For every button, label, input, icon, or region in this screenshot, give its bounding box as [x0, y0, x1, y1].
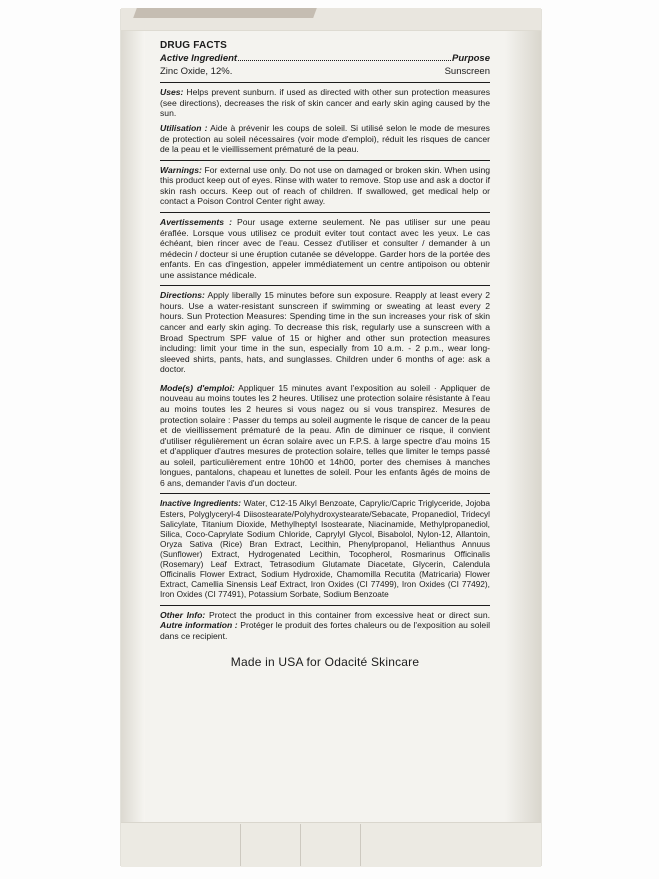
uses-section — [160, 87, 490, 154]
leader-dots — [238, 53, 451, 61]
directions-heading: Directions: — [160, 290, 205, 301]
inactive-ingredients-body: Water, C12-15 Alkyl Benzoate, Caprylic/Capric Triglyceride, Jojoba Esters, Polyglyceryl-4 Diisostearate/Polyhydroxystearate/Sebacate, Propanediol, Tridecyl Salicylate, Titanium Dioxide, Methylheptyl Isostearate, Niacinamide, Methylpropanediol, Silica, Coco-Caprylate Sodium Chloride, Caprylyl Glycol, Bisabolol, Nylon-12, Allantoin, Oryza Sativa (Rice) Bran Extract, Lecithin, Phenylpropanol, Helianthus Annuus (Sunflower) Extract, Hydrogenated Lecithin, Tocopherol, Rosmarinus Officinalis (Rosemary) Leaf Extract, Tetrasodium Glutamate Diacetate, Glycerin, Calendula Officinalis Flower Extract, Sodium Hydroxide, Chamomilla Recutita (Matricaria) Flower Extract, Camellia Sinensis Leaf Extract, Iron Oxides (CI 77499), Iron Oxides (CI 77492), Iron Oxides (CI 77491), Potassium Sorbate, Sodium Benzoate — [160, 498, 491, 600]
purpose-value: Sunscreen — [444, 65, 490, 77]
active-ingredient-header-row — [160, 53, 490, 65]
uses-text-en — [160, 87, 490, 119]
active-ingredient-value-row — [160, 66, 490, 78]
divider — [160, 285, 490, 286]
uses-heading-fr: Utilisation : — [160, 123, 208, 134]
avertissements-section — [160, 217, 490, 280]
mode-emploi-heading: Mode(s) d'emploi: — [160, 382, 235, 393]
uses-heading: Uses: — [160, 87, 184, 98]
purpose-label: Purpose — [451, 53, 490, 65]
active-ingredient-label: Active Ingredient — [160, 53, 238, 65]
divider — [160, 160, 490, 161]
uses-body-fr: Aide à prévenir les coups de soleil. Si utilisé selon le mode de mesures de protection au soleil nécessaires (voir mode d'emploi), réduit les risques de cancer de la peau et le vieillissement prématuré de la peau. — [160, 123, 490, 155]
divider — [160, 493, 490, 494]
divider — [160, 82, 490, 83]
uses-body-en: Helps prevent sunburn. if used as directed with other sun protection measures (see directions), decreases the risk of skin cancer and early skin aging caused by the sun. — [160, 87, 491, 119]
directions-section — [160, 290, 490, 488]
warnings-section — [160, 165, 490, 207]
active-ingredient-value: Zinc Oxide, 12%. — [160, 65, 233, 77]
other-info-body-fr: Protéger le produit des fortes chaleurs ou de l'exposition au soleil dans ce recipient. — [160, 620, 491, 641]
other-info-section — [160, 610, 490, 642]
other-info-heading-fr: Autre information : — [160, 620, 238, 631]
uses-text-fr — [160, 123, 490, 155]
directions-body: Apply liberally 15 minutes before sun exposure. Reapply at least every 2 hours. Use a water-resistant sunscreen if swimming or sweating at least every 2 hours. Sun Protection Measures: Spending time in the sun increases your risk of skin cancer and early skin aging. To decrease this risk, regularly use a sunscreen with a Broad Spectrum SPF value of 15 or higher and other sun protection measures including: limit your time in the sun, especially from 10 a.m. - 2 p.m., wear long-sleeved shirts, pants, hats, and sunglasses. Children under 6 months of age: ask a doctor. — [160, 290, 490, 375]
avertissements-body: Pour usage externe seulement. Ne pas utiliser sur une peau éraflée. Lorsque vous utilisez ce produit eviter tout contact avec les yeux. Le cas échéant, bien rincer avec de l'eau. Cessez d'utiliser et consulter / demander à un médecin / docteur si une éruption cutanée se développe. Garder hors de la portée des enfants. En cas d'ingestion, appeler immédiatement un centre antipoison ou obtenir une assistance médicale. — [160, 216, 491, 280]
drug-facts-title: DRUG FACTS — [160, 40, 227, 51]
warnings-body: For external use only. Do not use on damaged or broken skin. When using this product keep out of eyes. Rinse with water to remove. Stop use and ask a doctor if skin rash occurs. Keep out of reach of children. If swallowed, get medical help or contact a Poison Control Center right away. — [160, 164, 491, 207]
box-left-edge — [121, 10, 145, 865]
avertissements-heading: Avertissements : — [160, 216, 232, 227]
box-bottom-crease — [300, 824, 301, 866]
inactive-ingredients-heading: Inactive Ingredients: — [160, 498, 241, 509]
box-bottom-flap — [121, 822, 541, 867]
other-info-body-en: Protect the product in this container from excessive heat or direct sun. — [209, 609, 491, 620]
made-in-statement: Made in USA for Odacité Skincare — [230, 655, 420, 670]
other-info-heading: Other Info: — [160, 609, 206, 620]
mode-emploi-body: Appliquer 15 minutes avant l'exposition au soleil · Appliquer de nouveau au moins toutes les 2 heures. Utilisez une protection solaire résistante à l'eau au moins toutes les 2 heures si vous nagez ou si vous transpirez. Mesures de protection solaire : Passer du temps au soleil augmente le risque de cancer de la peau et de vieillissement prématuré de la peau. Afin de diminuer ce risque, il convient d'utiliser régulièrement un écran solaire avec un F.P.S. à large spectre d'au moins 15 et d'appliquer d'autres mesures de protection solaire, telles que limiter le temps passé au soleil, particulièrement entre 10h00 et 14h00, porter des chemises à manches longues, pantalons, chapeau et lunettes de soleil. Pour les enfants âgés de moins de 6 ans, demander l'avis d'un docteur. — [160, 382, 490, 488]
drug-facts-label — [160, 40, 490, 815]
inactive-ingredients-section — [160, 498, 490, 599]
warnings-heading: Warnings: — [160, 164, 202, 175]
box-bottom-crease — [360, 824, 361, 866]
box-top-shadow — [133, 8, 317, 18]
box-bottom-crease — [240, 824, 241, 866]
box-right-edge — [505, 10, 541, 865]
divider — [160, 212, 490, 213]
divider — [160, 605, 490, 606]
drug-facts-header — [160, 40, 490, 77]
